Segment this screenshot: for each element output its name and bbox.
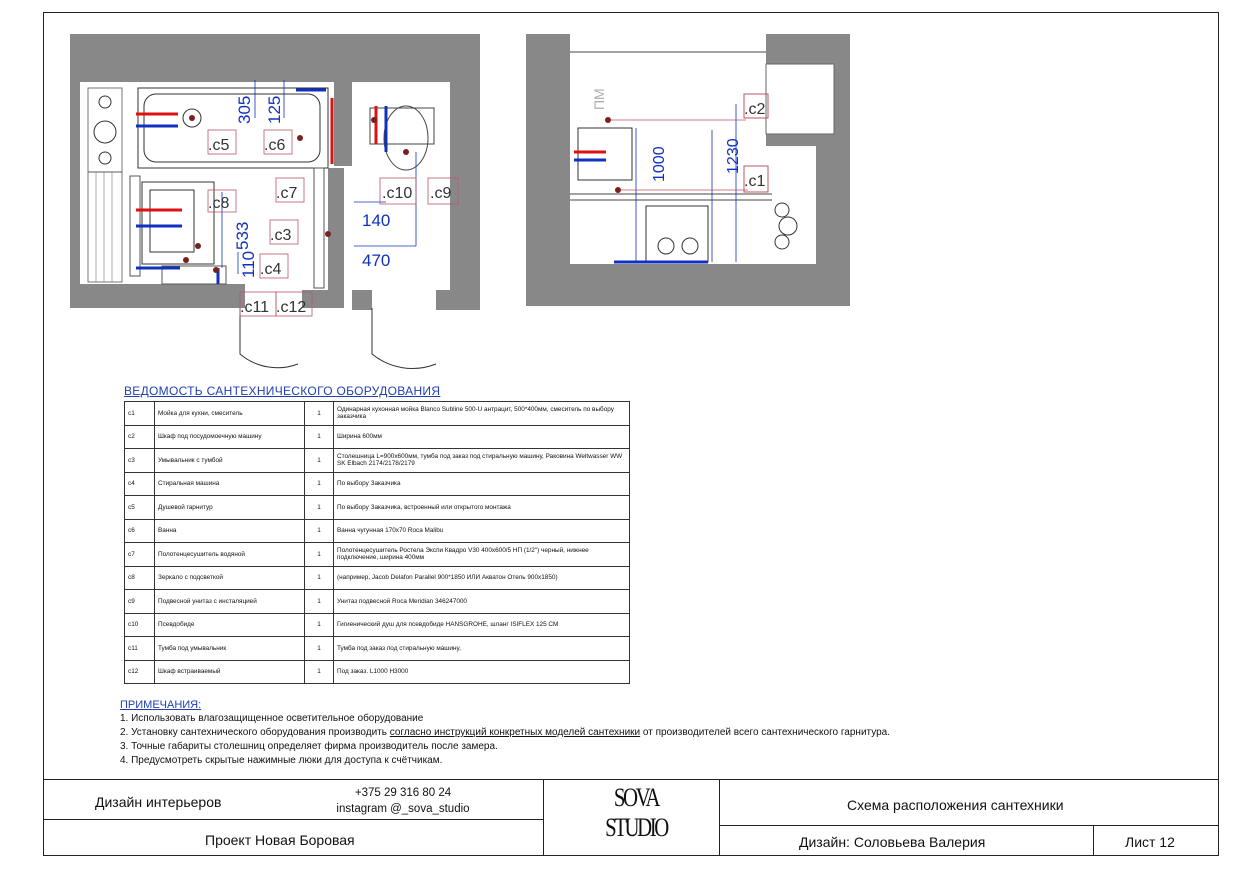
cell-name: Шкаф встраиваемый [155,660,305,684]
cell-qty: 1 [305,613,334,637]
cell-code: c4 [125,472,155,496]
table-row [125,496,630,520]
cell-name: Псевдобиде [155,613,305,637]
cell-name: Полотенцесушитель водяной [155,543,305,567]
cell-name: Шкаф под посудомоечную машину [155,425,305,449]
cell-name: Стиральная машина [155,472,305,496]
cell-name: Тумба под умывальник [155,637,305,661]
cell-qty: 1 [305,543,334,567]
dim-140: 140 [362,211,391,230]
label-c1: .c1 [744,173,766,190]
table-row [125,660,630,684]
cell-name: Мойка для кухни, смеситель [155,402,305,426]
table-row [125,402,630,426]
note-2: 2. Установку сантехнического оборудования производить согласно инструкций конкретных моделей сантехники от производителей всего сантехнического гарнитура. [120,727,891,738]
bathroom-plan [70,34,480,374]
notes-list [120,712,890,768]
cell-name: Зеркало с подсветкой [155,566,305,590]
table-row [125,590,630,614]
cell-desc: Одинарная кухонная мойка Blanco Subline 500-U антрацит, 500*400мм, смеситель по выбору заказчика [334,402,630,426]
cell-desc: Тумба под заказ под стиральную машину, [334,637,630,661]
cell-desc: Столешница L=900х600мм, тумба под заказ под стиральную машину, Раковина Weltwasser WW SK Elbach 2174/2178/2179 [334,449,630,473]
dim-305: 305 [235,95,254,124]
cell-desc: По выбору Заказчика, встроенный или открытого монтажа [334,496,630,520]
label-c12: .c12 [276,299,307,316]
instagram: instagram @_sova_studio [336,803,470,815]
sheet-title: Схема расположения сантехники [847,797,1064,813]
cell-desc: Ванна чугунная 170х70 Roca Malibu [334,519,630,543]
cell-desc: Полотенцесушитель Ростела Экспи Квадро V30 400х600/5 НП (1/2") черный, нижнее подключение, ширина 400мм [334,543,630,567]
dim-533: 533 [233,221,252,250]
cell-qty: 1 [305,519,334,543]
label-c8: .c8 [208,195,230,212]
cell-qty: 1 [305,425,334,449]
table-row [125,566,630,590]
cell-qty: 1 [305,496,334,520]
cell-code: c10 [125,613,155,637]
label-c5: .c5 [208,137,230,154]
dim-110: 110 [239,250,258,278]
cell-desc: Унитаз подвесной Roca Meridian 346247000 [334,590,630,614]
kitchen-plan [526,34,850,306]
cell-name: Ванна [155,519,305,543]
table-row [125,519,630,543]
cell-name: Душевой гарнитур [155,496,305,520]
cell-qty: 1 [305,449,334,473]
table-row [125,425,630,449]
cell-code: c11 [125,637,155,661]
cell-code: c6 [125,519,155,543]
cell-code: c3 [125,449,155,473]
cell-name: Умывальник с тумбой [155,449,305,473]
dim-1000: 1000 [651,146,668,182]
title-block [43,779,1219,856]
label-c6: .c6 [264,137,286,154]
cell-code: c7 [125,543,155,567]
label-c10: .c10 [382,185,413,202]
tag-pm: ПМ [591,88,607,110]
note-1: 1. Использовать влагозащищенное осветительное оборудование [120,713,424,724]
dim-1230: 1230 [725,138,742,174]
cell-qty: 1 [305,637,334,661]
cell-code: c12 [125,660,155,684]
label-c7: .c7 [276,185,298,202]
label-c9: .c9 [430,185,452,202]
label-c11: .c11 [240,299,270,316]
label-c3: .c3 [270,227,292,244]
dim-125: 125 [265,95,284,124]
table-row [125,543,630,567]
equipment-schedule-table [124,401,630,684]
table-row [125,449,630,473]
notes-title: ПРИМЕЧАНИЯ: [120,699,202,711]
dim-470: 470 [362,251,391,270]
phone: +375 29 316 80 24 [354,787,452,799]
table-row [125,613,630,637]
cell-code: c8 [125,566,155,590]
cell-desc: Гигиенический душ для псевдобиде HANSGROHE, шланг ISIFLEX 125 СМ [334,613,630,637]
cell-code: c2 [125,425,155,449]
cell-desc: Под заказ. L1000 H3000 [334,660,630,684]
cell-qty: 1 [305,472,334,496]
note-3: 3. Точные габариты столешниц определяет фирма производитель после замера. [120,741,498,752]
table-row [125,637,630,661]
cell-qty: 1 [305,660,334,684]
sheet-number: Лист 12 [1125,834,1175,850]
cell-qty: 1 [305,590,334,614]
cell-qty: 1 [305,566,334,590]
label-c2: .c2 [744,101,766,118]
cell-qty: 1 [305,402,334,426]
cell-code: c9 [125,590,155,614]
project-name: Проект Новая Боровая [205,832,355,848]
table-row [125,472,630,496]
cell-desc: Ширина 600мм [334,425,630,449]
cell-desc: По выбору Заказчика [334,472,630,496]
designer: Дизайн: Соловьева Валерия [799,834,986,850]
cell-code: c1 [125,402,155,426]
cell-name: Подвесной унитаз с инсталяцией [155,590,305,614]
studio-type: Дизайн интерьеров [95,794,222,810]
label-c4: .c4 [260,261,282,278]
schedule-title: ВЕДОМОСТЬ САНТЕХНИЧЕСКОГО ОБОРУДОВАНИЯ [124,384,441,398]
cell-code: c5 [125,496,155,520]
studio-logo: SOVA STUDIO [605,783,667,842]
cell-desc: (например, Jacob Delafon Parallel 900*1850 ИЛИ Акватон Отель 900х1850) [334,566,630,590]
note-4: 4. Предусмотреть скрытые нажимные люки для доступа к счётчикам. [120,755,443,766]
